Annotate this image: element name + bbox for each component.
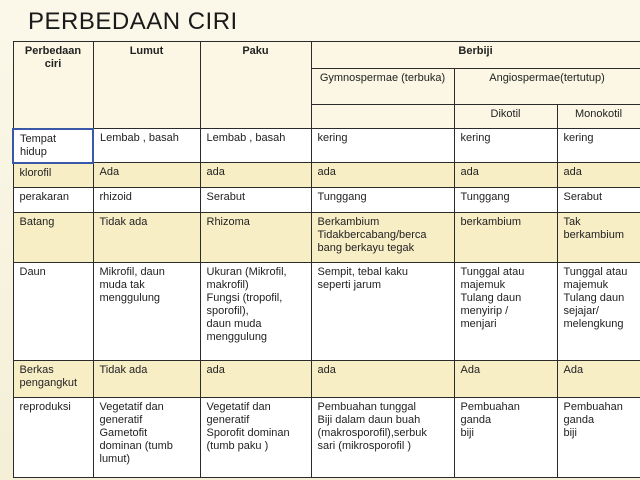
cell-paku: Serabut [200,188,311,213]
cell-ciri: Batang [13,213,93,263]
cell-lumut: rhizoid [93,188,200,213]
header-paku: Paku [200,42,311,129]
cell-gymno: ada [311,163,454,188]
table-row [13,398,640,478]
header-monokotil: Monokotil [557,105,640,129]
cell-lumut: Tidak ada [93,213,200,263]
table-row [13,361,640,398]
table-row [13,163,640,188]
cell-lumut: Mikrofil, daun muda tak menggulung [93,263,200,361]
cell-gymno: Sempit, tebal kaku seperti jarum [311,263,454,361]
cell-paku: Vegetatif dan generatif Sporofit dominan (tumb paku ) [200,398,311,478]
table-row [13,263,640,361]
cell-ciri: perakaran [13,188,93,213]
cell-monokotil: Pembuahan ganda biji [557,398,640,478]
table-row [13,213,640,263]
header-berbiji: Berbiji [311,42,640,69]
cell-monokotil: Ada [557,361,640,398]
cell-dikotil: Pembuahan ganda biji [454,398,557,478]
header-perbedaan-ciri: Perbedaan ciri [13,42,93,129]
cell-paku: Lembab , basah [200,129,311,163]
cell-dikotil: berkambium [454,213,557,263]
cell-gymno: Pembuahan tunggal Biji dalam daun buah (makrosporofil),serbuk sari (mikrosporofil ) [311,398,454,478]
cell-lumut: Lembab , basah [93,129,200,163]
cell-gymno: kering [311,129,454,163]
cell-ciri: reproduksi [13,398,93,478]
cell-dikotil: ada [454,163,557,188]
cell-monokotil: Tak berkambium [557,213,640,263]
header-lumut: Lumut [93,42,200,129]
header-gymnospermae: Gymnospermae (terbuka) [311,69,454,105]
cell-dikotil: Ada [454,361,557,398]
cell-dikotil: kering [454,129,557,163]
header-empty [311,105,454,129]
cell-gymno: Tunggang [311,188,454,213]
cell-dikotil: Tunggang [454,188,557,213]
cell-ciri: Berkas pengangkut [13,361,93,398]
slide-title: PERBEDAAN CIRI [28,8,238,35]
cell-gymno: ada [311,361,454,398]
cell-ciri: Daun [13,263,93,361]
cell-paku: ada [200,361,311,398]
cell-paku: Ukuran (Mikrofil, makrofil) Fungsi (tropofil, sporofil), daun muda menggulung [200,263,311,361]
table-row [13,129,640,163]
cell-monokotil: Serabut [557,188,640,213]
comparison-table [12,41,640,478]
cell-lumut: Vegetatif dan generatif Gametofit dominan (tumb lumut) [93,398,200,478]
cell-monokotil: kering [557,129,640,163]
cell-paku: Rhizoma [200,213,311,263]
cell-monokotil: ada [557,163,640,188]
cell-lumut: Ada [93,163,200,188]
cell-monokotil: Tunggal atau majemuk Tulang daun sejajar/ melengkung [557,263,640,361]
cell-lumut: Tidak ada [93,361,200,398]
table-row [13,188,640,213]
cell-ciri: klorofil [13,163,93,188]
cell-paku: ada [200,163,311,188]
header-dikotil: Dikotil [454,105,557,129]
cell-gymno: Berkambium Tidakbercabang/berca bang berkayu tegak [311,213,454,263]
cell-ciri: Tempat hidup [13,129,93,163]
header-angiospermae: Angiospermae(tertutup) [454,69,640,105]
cell-dikotil: Tunggal atau majemuk Tulang daun menyirip / menjari [454,263,557,361]
